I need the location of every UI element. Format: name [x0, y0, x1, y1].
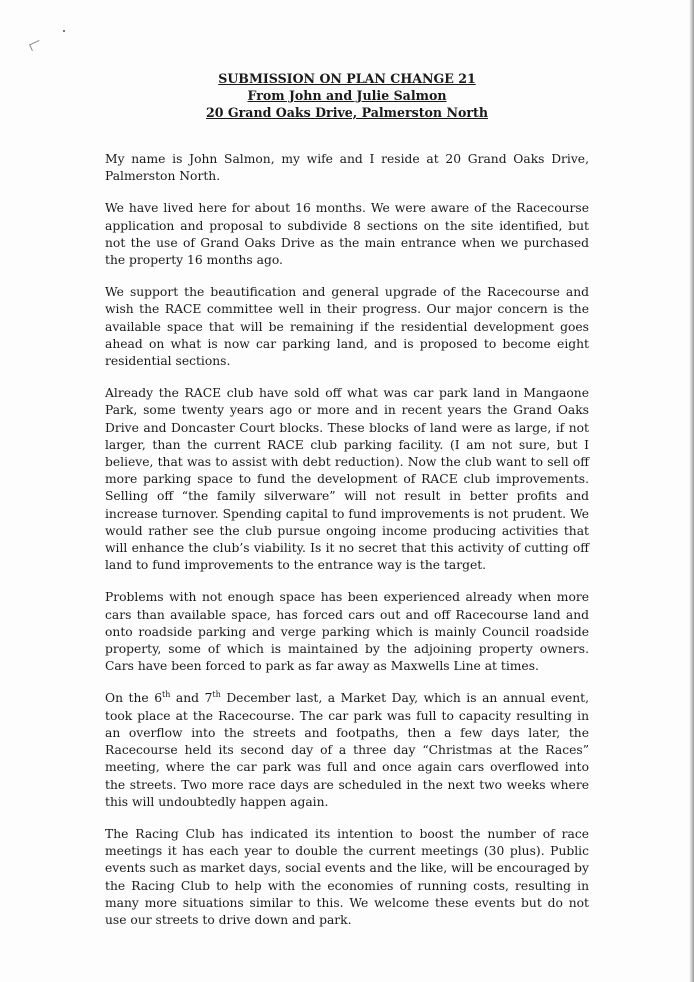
p6-text-c: December last, a Market Day, which is an annual event, took place at the Racecourse. The car park was full to capacity resulting in an overflow into the streets and footpaths, then a few days later, the Racecourse held its second day of a three day “Christmas at the Races” meeting, where the car park was full and once again cars overflowed into the streets. Two more race days are scheduled in the next two weeks where this will undoubtedly happen again.: [105, 691, 590, 809]
paragraph-residence-history: We have lived here for about 16 months. We were aware of the Racecourse application and proposal to subdivide 8 sections on the site identified, but not the use of Grand Oaks Drive as the main entrance when we purchased the property 16 months ago.: [105, 201, 589, 268]
p6-sup-2: th: [212, 690, 221, 700]
document-body: [105, 151, 589, 944]
paragraph-support-and-concern: We support the beautification and general upgrade of the Racecourse and wish the RACE committee well in their progress. Our major concern is the available space that will be remaining if the residential development goes ahead on what is now car parking land, and is proposed to become eight residential sections.: [105, 285, 589, 369]
paragraph-market-day: [105, 690, 589, 810]
paragraph-land-sales: Already the RACE club have sold off what was car park land in Mangaone Park, some twenty years ago or more and in recent years the Grand Oaks Drive and Doncaster Court blocks. These blocks of land were as large, if not larger, than the current RACE club parking facility. (I am not sure, but I believe, that was to assist with debt reduction). Now the club want to sell off more parking space to fund the development of RACE club improvements. Selling off “the family silverware” will not result in better profits and increase turnover. Spending capital to fund improvements is not prudent. We would rather see the club pursue ongoing income producing activities that will enhance the club’s viability. Is it no secret that this activity of cutting off land to fund improvements to the entrance way is the target.: [105, 386, 589, 573]
paragraph-introduction: My name is John Salmon, my wife and I reside at 20 Grand Oaks Drive, Palmerston North.: [105, 152, 589, 184]
heading-address: 20 Grand Oaks Drive, Palmerston North: [206, 105, 488, 120]
heading-authors: From John and Julie Salmon: [247, 88, 447, 103]
p6-text-b: and 7: [170, 691, 213, 706]
paragraph-race-meetings: The Racing Club has indicated its intention to boost the number of race meetings it has each year to double the current meetings (30 plus). Public events such as market days, social events and the like, will be encouraged by the Racing Club to help with the economies of running costs, resulting in many more situations similar to this. We welcome these events but do not use our streets to drive down and park.: [105, 826, 589, 927]
p6-sup-1: th: [162, 690, 171, 700]
document-heading: [0, 70, 694, 121]
heading-title: SUBMISSION ON PLAN CHANGE 21: [218, 71, 476, 86]
p6-text-a: On the 6: [105, 691, 163, 706]
scan-dot: [63, 30, 65, 32]
scan-edge-shadow: [689, 0, 694, 982]
paragraph-parking-problems: Problems with not enough space has been experienced already when more cars than available space, has forced cars out and off Racecourse land and onto roadside parking and verge parking which is mainly Council roadside property, some of which is maintained by the adjoining property owners. Cars have been forced to park as far away as Maxwells Line at times.: [105, 590, 589, 674]
scan-mark: [29, 40, 42, 51]
